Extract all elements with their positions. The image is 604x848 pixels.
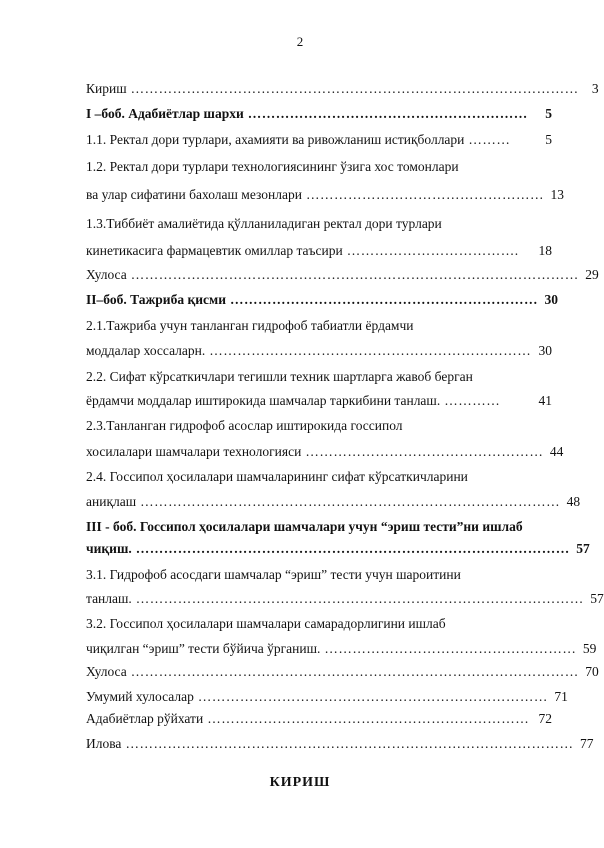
toc-entry-leader: …………………………………………………………………………………… xyxy=(125,736,574,751)
toc-entry-page: 5 xyxy=(545,106,552,121)
toc-entry-page: 30 xyxy=(538,343,552,358)
toc-entry-page: 13 xyxy=(550,187,564,202)
toc-entry xyxy=(86,131,552,149)
toc-entry-title: 1.1. Ректал дори турлари, ахамияти ва ривожланиш истиқболлари xyxy=(86,132,465,147)
toc-entry xyxy=(86,392,552,410)
toc-entry-leader: ………………………………………………………… xyxy=(229,292,538,307)
toc-entry-title: ёрдамчи моддалар иштирокида шамчалар таркибини танлаш. xyxy=(86,393,441,408)
toc-entry xyxy=(86,590,604,608)
toc-entry xyxy=(86,640,597,658)
toc-entry-title: Адабиётлар рўйхати xyxy=(86,711,204,726)
toc-entry-page: 57 xyxy=(576,541,590,556)
toc-entry-page: 70 xyxy=(585,664,599,679)
toc-entry-title: хосилалари шамчалари технологияси xyxy=(86,444,302,459)
toc-entry-leader: ………………………………. xyxy=(346,243,519,258)
toc-entry-title: Умумий хулосалар xyxy=(86,689,194,704)
toc-entry-page: 30 xyxy=(544,292,558,307)
toc-entry-leader: …………………………………………… xyxy=(305,187,544,202)
toc-entry-page: 41 xyxy=(538,393,552,408)
toc-entry xyxy=(86,468,552,486)
toc-entry-title: аниқлаш xyxy=(86,494,137,509)
toc-entry-leader: …………………………………………………………………………………… xyxy=(130,81,579,96)
toc-entry-page: 29 xyxy=(585,267,599,282)
toc-entry xyxy=(86,266,599,284)
toc-entry-title: 1.2. Ректал дори турлари технологиясининг ўзига хос томонлари xyxy=(86,159,459,174)
toc-entry xyxy=(86,566,552,584)
toc-entry xyxy=(86,342,552,360)
toc-entry xyxy=(86,242,552,260)
toc-entry-page: 3 xyxy=(591,81,599,96)
toc-entry-title: чиқилган “эриш” тести бўйича ўрганиш. xyxy=(86,641,321,656)
toc-entry-title: 1.3.Тиббиёт амалиётида қўлланиладиган ректал дори турлари xyxy=(86,216,442,231)
toc-entry-title: моддалар хоссаларн. xyxy=(86,343,206,358)
toc-entry-page: 57 xyxy=(590,591,604,606)
toc-entry-leader: ………………………………………………………………………………… xyxy=(135,541,570,556)
toc-entry-title: 3.2. Госсипол ҳосилалари шамчалари самарадорлигини ишлаб xyxy=(86,616,446,631)
toc-entry xyxy=(86,368,552,386)
toc-entry-title: чиқиш. xyxy=(86,541,132,556)
toc-entry-title: 2.1.Тажриба учун танланган гидрофоб табиатли ёрдамчи xyxy=(86,318,414,333)
toc-entry-page: 18 xyxy=(538,243,552,258)
toc-entry xyxy=(86,710,552,728)
toc-entry-title: Хулоса xyxy=(86,267,127,282)
toc-entry-title: Кириш xyxy=(86,81,127,96)
toc-entry-page: 77 xyxy=(579,736,594,751)
toc-entry-leader: …………………………………………… xyxy=(305,444,544,459)
toc-entry-page: 71 xyxy=(554,689,568,704)
toc-entry xyxy=(86,105,552,123)
toc-entry xyxy=(86,443,564,461)
toc-entry-leader: …………………………………………………… xyxy=(247,106,528,121)
toc-entry-title: I –боб. Адабиётлар шархи xyxy=(86,106,244,121)
toc-entry-leader: …………………………………………………………………………………… xyxy=(130,267,579,282)
toc-entry-page: 44 xyxy=(549,444,564,459)
toc-entry-title: III - боб. Госсипол ҳосилалари шамчалари учун “эриш тести”ни ишлаб xyxy=(86,519,523,534)
toc-entry-title: 3.1. Гидрофоб асосдаги шамчалар “эриш” тести учун шароитини xyxy=(86,567,461,582)
toc-entry-page: 48 xyxy=(566,494,581,509)
toc-entry-leader: …………………………………………………………………………………… xyxy=(130,664,579,679)
toc-entry-title: Хулоса xyxy=(86,664,127,679)
toc-entry-title: ва улар сифатини бахолаш мезонлари xyxy=(86,187,302,202)
toc-entry-leader: …………………………………………………………………………………… xyxy=(135,591,584,606)
toc-entry xyxy=(86,615,552,633)
toc-entry-leader: ………… xyxy=(444,393,501,408)
toc-entry-title: II–боб. Тажриба қисми xyxy=(86,292,226,307)
toc-entry-title: танлаш. xyxy=(86,591,132,606)
toc-entry xyxy=(86,540,590,558)
toc-entry xyxy=(86,317,552,335)
toc-entry xyxy=(86,158,552,176)
toc-entry-leader: …………………………………………………………… xyxy=(209,343,532,358)
toc-entry-page: 72 xyxy=(538,711,552,726)
section-heading: КИРИШ xyxy=(269,775,331,790)
toc-entry-leader: ………………………………………………………………… xyxy=(197,689,548,704)
toc-entry-leader: …………………………………………………………… xyxy=(207,711,530,726)
page-number: 2 xyxy=(296,34,304,49)
toc-entry xyxy=(86,291,558,309)
toc-entry xyxy=(86,688,568,706)
toc-entry xyxy=(86,518,552,536)
toc-entry-title: Илова xyxy=(86,736,122,751)
toc-entry-page: 5 xyxy=(545,132,552,147)
toc-entry xyxy=(86,186,564,204)
toc-entry-leader: ……………………………………………………………………………… xyxy=(140,494,561,509)
toc-entry xyxy=(86,663,599,681)
toc-entry xyxy=(86,417,552,435)
toc-entry-title: 2.3.Танланган гидрофоб асослар иштирокида госсипол xyxy=(86,418,403,433)
toc-entry-title: 2.2. Сифат кўрсаткичлари тегишли техник шартларга жавоб берган xyxy=(86,369,473,384)
toc-entry xyxy=(86,80,599,98)
toc-entry xyxy=(86,493,581,511)
toc-entry xyxy=(86,215,552,233)
toc-entry-title: кинетикасига фармацевтик омиллар таъсири xyxy=(86,243,343,258)
toc-entry-page: 59 xyxy=(582,641,597,656)
toc-entry-title: 2.4. Госсипол ҳосилалари шамчаларининг сифат кўрсаткичларини xyxy=(86,469,468,484)
toc-entry xyxy=(86,735,594,753)
toc-entry-leader: ……………………………………………… xyxy=(324,641,577,656)
toc-entry-leader: ……… xyxy=(468,132,511,147)
